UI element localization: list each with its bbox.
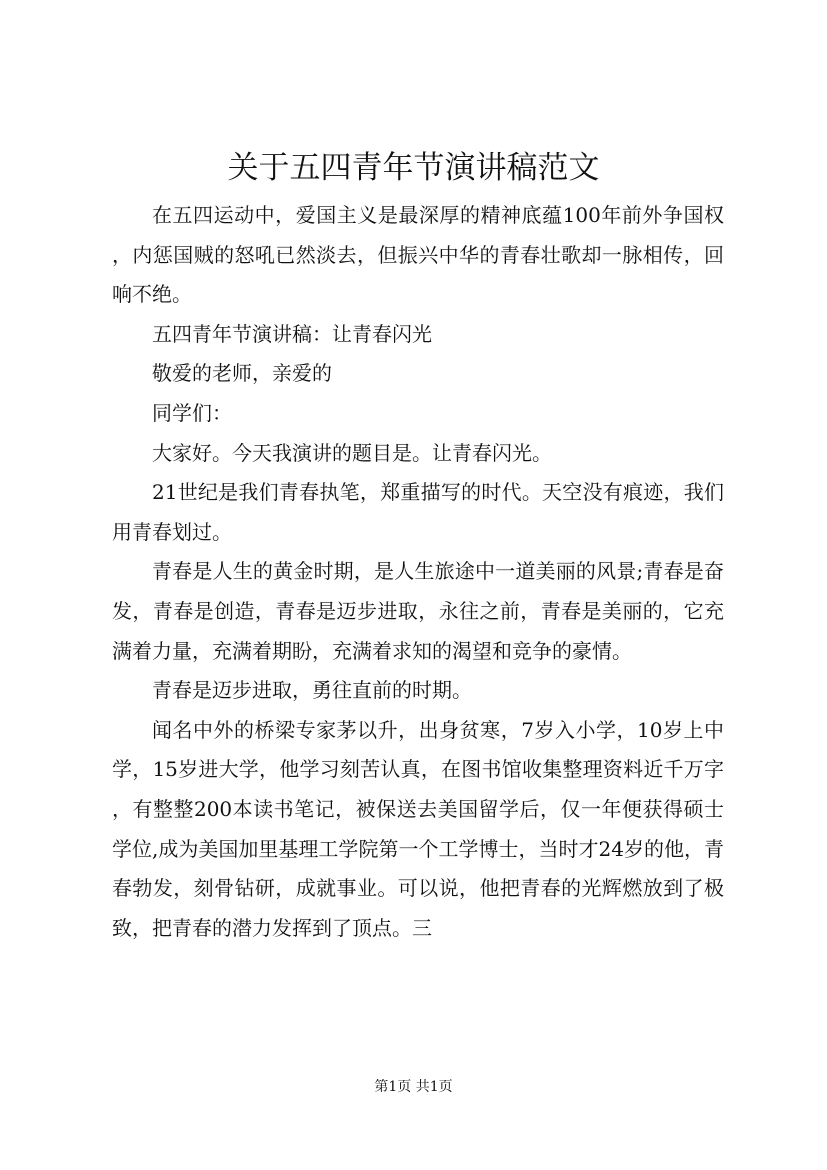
paragraph: 闻名中外的桥梁专家茅以升，出身贫寒，7岁入小学，10岁上中学，15岁进大学，他学习刻苦认真，在图书馆收集整理资料近千万字，有整整200本读书笔记，被保送去美国留学后，仅一年便获得硕士学位,成为美国加里基理工学院第一个工学博士，当时才24岁的他，青春勃发，刻骨钻研，成就事业。可以说，他把青春的光辉燃放到了极致，把青春的潜力发挥到了顶点。三	[112, 717, 724, 940]
document-title: 关于五四青年节演讲稿范文	[227, 150, 600, 186]
paragraph: 在五四运动中，爱国主义是最深厚的精神底蕴100年前外争国权，内惩国贼的怒吼已然淡去，但振兴中华的青春壮歌却一脉相传，回响不绝。	[112, 203, 724, 307]
paragraph: 大家好。今天我演讲的题目是。让青春闪光。	[152, 440, 552, 465]
paragraph: 同学们：	[152, 400, 232, 425]
page-footer: 第1页 共1页	[374, 1079, 453, 1095]
paragraph: 青春是人生的黄金时期，是人生旅途中一道美丽的风景;青春是奋发，青春是创造，青春是迈步进取，永往之前，青春是美丽的，它充满着力量，充满着期盼，充满着求知的渴望和竞争的豪情。	[112, 559, 724, 663]
paragraph: 敬爱的老师，亲爱的	[152, 361, 332, 386]
document-body	[112, 196, 724, 948]
paragraph: 青春是迈步进取，勇往直前的时期。	[152, 678, 472, 703]
paragraph: 21世纪是我们青春执笔，郑重描写的时代。天空没有痕迹，我们用青春划过。	[112, 480, 724, 544]
paragraph: 五四青年节演讲稿：让青春闪光	[152, 321, 432, 346]
